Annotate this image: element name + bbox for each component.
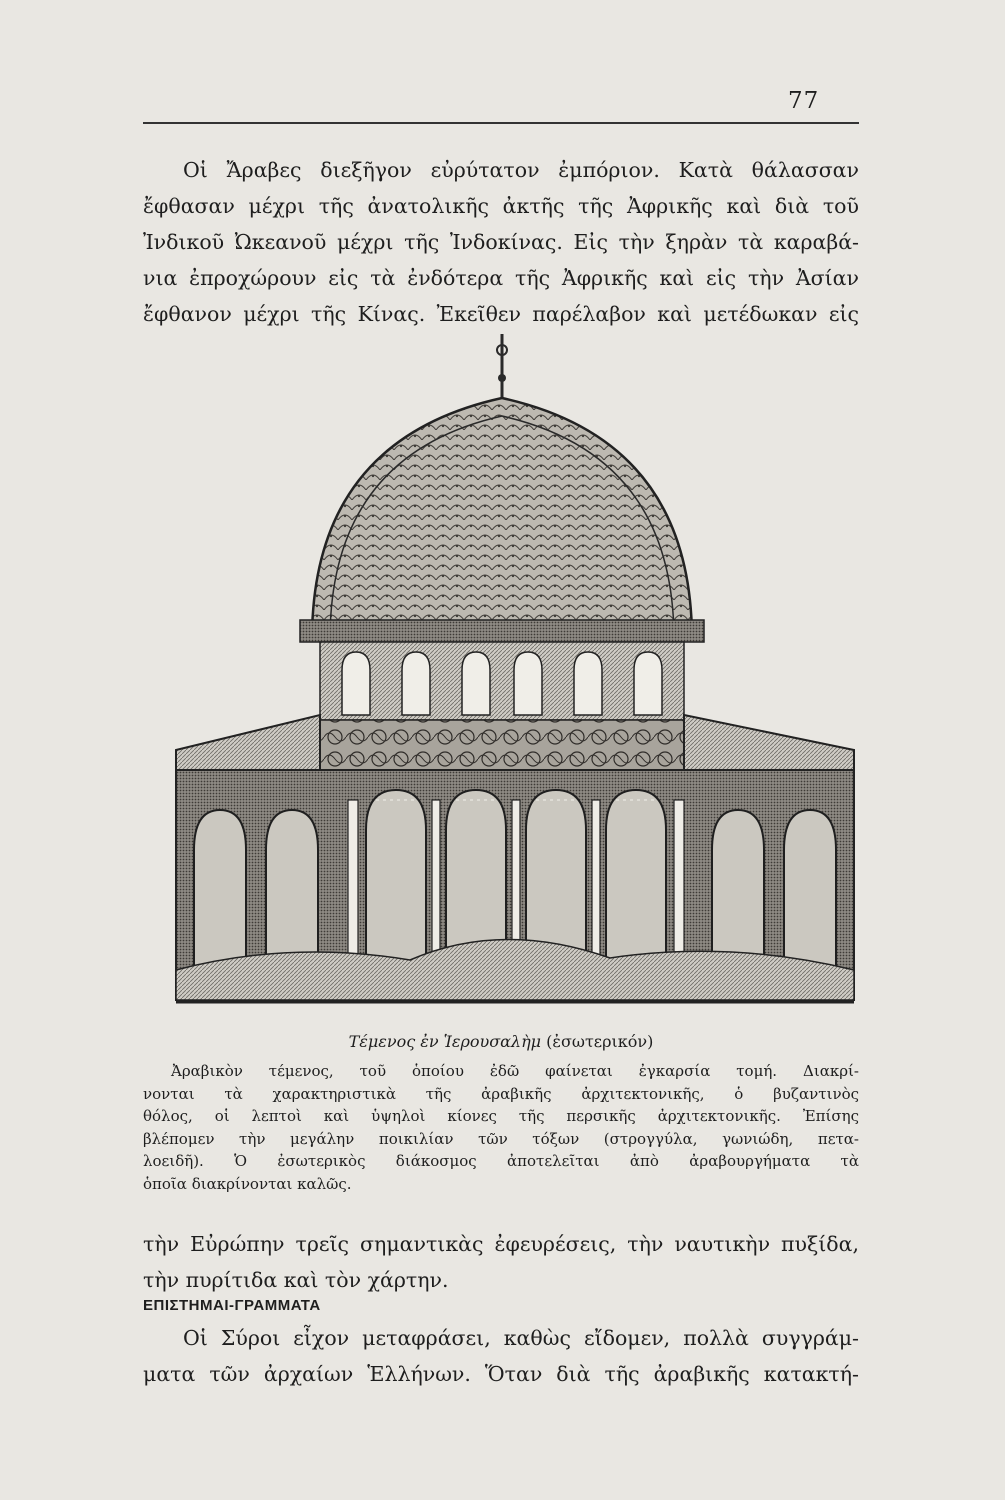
caption-line: θόλος, οἱ λεπτοὶ καὶ ὑψηλοὶ κίονες τῆς περσικῆς ἀρχιτεκτονικῆς. Ἐπίσης	[143, 1107, 859, 1125]
paragraph-inventions	[143, 1226, 859, 1298]
section-heading: ΕΠΙΣΤΗΜΑΙ-ΓΡΑΜΜΑΤΑ	[143, 1297, 321, 1314]
caption-line: Ἀραβικὸν τέμενος, τοῦ ὁποίου ἐδῶ φαίνεται ἐγκαρσία τομή. Διακρί-	[171, 1062, 859, 1080]
text-line: τὴν πυρίτιδα καὶ τὸν χάρτην.	[143, 1268, 449, 1292]
text-line: Οἱ Σύροι εἶχον μεταφράσει, καθὼς εἴδομεν, πολλὰ συγγράμ-	[183, 1326, 859, 1350]
text-line: ματα τῶν ἀρχαίων Ἑλλήνων. Ὅταν διὰ τῆς ἀραβικῆς κατακτή-	[143, 1362, 859, 1386]
caption-title-italic: Τέμενος ἐν Ἱερουσαλὴμ	[348, 1032, 542, 1051]
caption-line: βλέπομεν τὴν μεγάλην ποικιλίαν τῶν τόξων (στρογγύλα, γωνιώδη, πετα-	[143, 1129, 859, 1148]
paragraph-syrians	[143, 1320, 859, 1392]
dome-of-the-rock-icon	[170, 330, 860, 1012]
mosque-illustration	[170, 330, 860, 1012]
text-line: ἔφθασαν μέχρι τῆς ἀνατολικῆς ἀκτῆς τῆς Ἀφρικῆς καὶ διὰ τοῦ	[143, 194, 859, 218]
caption-line: νονται τὰ χαρακτηριστικὰ τῆς ἀραβικῆς ἀρχιτεκτονικῆς, ὁ βυζαντινὸς	[143, 1084, 859, 1103]
text-line: Οἱ Ἄραβες διεξῆγον εὐρύτατον ἐμπόριον. Κατὰ θάλασσαν	[183, 158, 859, 182]
caption-line: λοειδῆ). Ὁ ἐσωτερικὸς διάκοσμος ἀποτελεῖται ἀπὸ ἀραβουργήματα τὰ	[143, 1152, 859, 1170]
text-line: νια ἐπροχώρουν εἰς τὰ ἐνδότερα τῆς Ἀφρικῆς καὶ εἰς τὴν Ἀσίαν	[143, 266, 859, 290]
page-number: 77	[788, 88, 820, 114]
figure-caption-body	[143, 1060, 859, 1195]
paragraph-trade	[143, 152, 859, 332]
caption-line: ὁποῖα διακρίνονται καλῶς.	[143, 1174, 352, 1193]
text-line: ἔφθανον μέχρι τῆς Κίνας. Ἐκεῖθεν παρέλαβον καὶ μετέδωκαν εἰς	[143, 302, 859, 326]
text-line: Ἰνδικοῦ Ὠκεανοῦ μέχρι τῆς Ἰνδοκίνας. Εἰς τὴν ξηρὰν τὰ καραβά-	[143, 230, 859, 254]
caption-title-plain: (ἐσωτερικόν)	[546, 1032, 654, 1051]
figure-caption-title	[143, 1032, 859, 1051]
text-line: τὴν Εὐρώπην τρεῖς σημαντικὰς ἐφευρέσεις, τὴν ναυτικὴν πυξίδα,	[143, 1232, 859, 1256]
header-rule	[143, 122, 859, 124]
